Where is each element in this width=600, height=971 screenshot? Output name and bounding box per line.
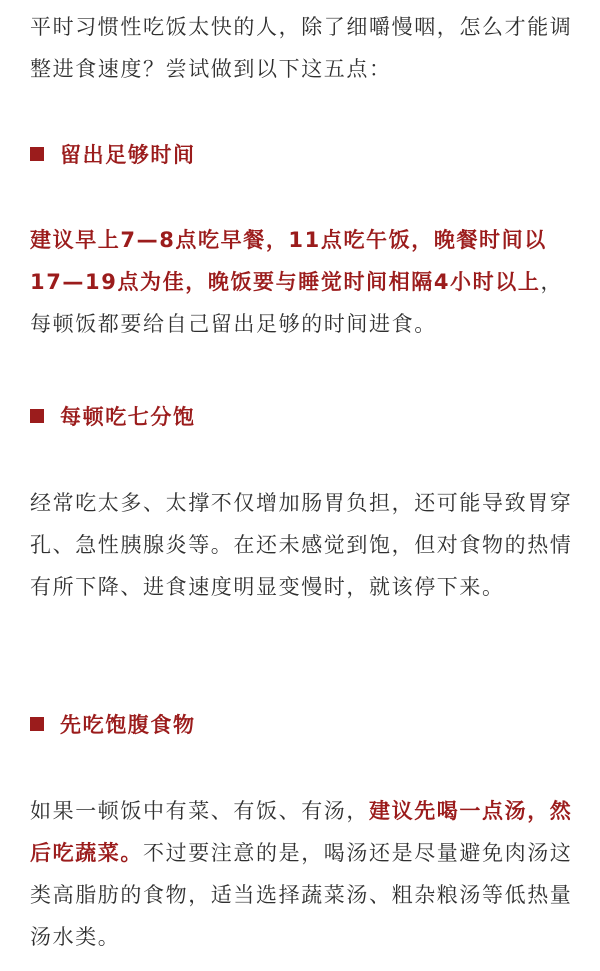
square-bullet-icon bbox=[30, 409, 44, 423]
section-heading-time bbox=[30, 139, 196, 169]
section-heading-portion bbox=[30, 401, 196, 431]
square-bullet-icon bbox=[30, 717, 44, 731]
section-paragraph-filling-food bbox=[30, 790, 575, 958]
body-text: 如果一顿饭中有菜、有饭、有汤， bbox=[30, 799, 369, 823]
body-text: 不过要注意的是，喝汤还是尽量避免肉汤这类高脂肪的食物，适当选择蔬菜汤、粗杂粮汤等低热量汤水类。 bbox=[30, 841, 573, 949]
section-heading-filling-food bbox=[30, 709, 196, 739]
emphasis-text: 建议先喝一点汤，然后吃蔬菜。 bbox=[30, 799, 573, 865]
emphasis-text: 建议早上7—8点吃早餐，11点吃午饭，晚餐时间以17—19点为佳，晚饭要与睡觉时间相隔4小时以上 bbox=[30, 228, 547, 294]
section-heading-label: 每顿吃七分饱 bbox=[60, 405, 196, 429]
section-paragraph-portion: 经常吃太多、太撑不仅增加肠胃负担，还可能导致胃穿孔、急性胰腺炎等。在还未感觉到饱，但对食物的热情有所下降、进食速度明显变慢时，就该停下来。 bbox=[30, 491, 573, 599]
section-heading-label: 留出足够时间 bbox=[60, 143, 196, 167]
section-heading-label: 先吃饱腹食物 bbox=[60, 713, 196, 737]
section-paragraph-time bbox=[30, 219, 575, 345]
square-bullet-icon bbox=[30, 147, 44, 161]
intro-paragraph: 平时习惯性吃饭太快的人，除了细嚼慢咽，怎么才能调整进食速度？尝试做到以下这五点： bbox=[30, 15, 573, 81]
body-text: ，每顿饭都要给自己留出足够的时间进食。 bbox=[30, 270, 564, 336]
